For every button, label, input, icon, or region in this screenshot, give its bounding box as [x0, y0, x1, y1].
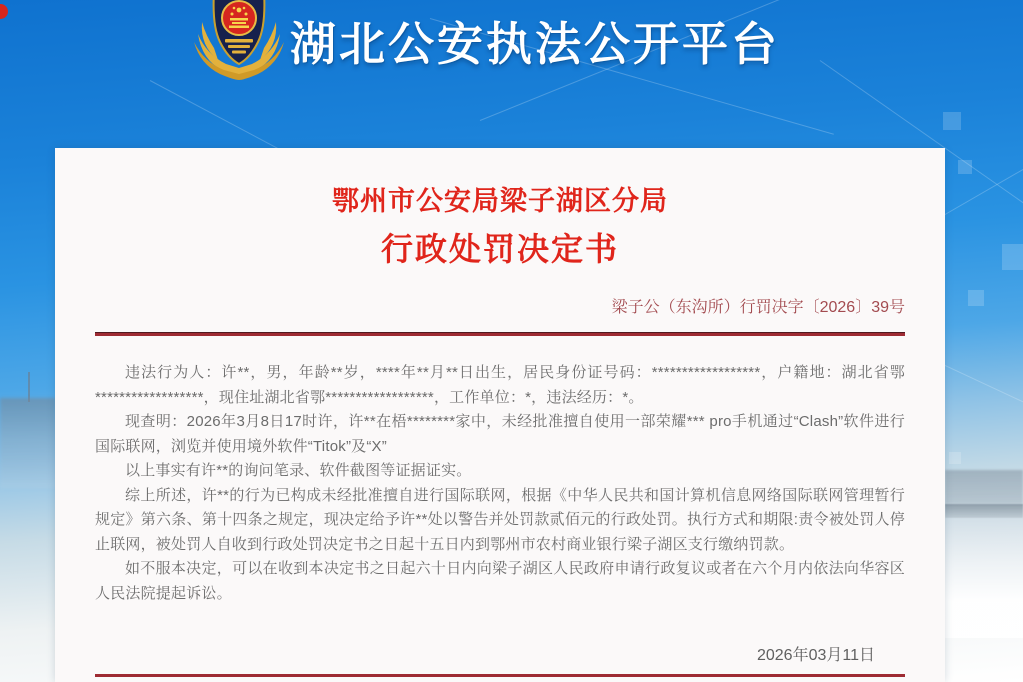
header-banner	[0, 0, 1023, 95]
doc-date: 2026年03月11日	[756, 647, 875, 664]
doc-number: 梁子公（东沟所）行罚决字〔2026〕39号	[611, 299, 905, 316]
document-card	[55, 148, 945, 682]
deco-square	[1002, 244, 1023, 270]
faded-hill-photo	[0, 398, 56, 488]
paragraph-appeal: 如不服本决定，可以在收到本决定书之日起六十日内向梁子湖区人民政府申请行政复议或者在六个月内依法向华容区人民法院提起诉讼。	[95, 560, 905, 602]
paragraph-facts: 现查明：2026年3月8日17时许，许**在梧********家中，未经批准擅自使用一部荣耀*** pro手机通过“Clash”软件进行国际联网，浏览并使用境外软件“Titok”及“X”	[95, 413, 905, 455]
police-badge-icon	[192, 0, 286, 85]
landscape-antenna	[28, 372, 30, 402]
paragraph-decision: 综上所述，许**的行为已构成未经批准擅自进行国际联网，根据《中华人民共和国计算机信息网络国际联网管理暂行规定》第六条、第十四条之规定，现决定给予许**处以警告并处罚款贰佰元的行政处罚。执行方式和期限:责令被处罚人停止联网，被处罚人自收到行政处罚决定书之日起十五日内到鄂州市农村商业银行梁子湖区支行缴纳罚款。	[95, 486, 905, 553]
paragraph-evidence: 以上事实有许**的询问笔录、软件截图等证据证实。	[125, 462, 472, 479]
paragraph-offender-info: 违法行为人：许**，男，年龄**岁，****年**月**日出生，居民身份证号码：******************，户籍地：湖北省鄂******************，现住址湖北省鄂******************，工作单位：*，违法经历：*。	[95, 364, 905, 406]
deco-square	[949, 452, 961, 464]
deco-square	[943, 112, 961, 130]
platform-title: 湖北公安执法公开平台	[290, 18, 780, 70]
faded-city-photo	[945, 470, 1023, 504]
faded-bridge-photo	[945, 504, 1023, 518]
top-divider-line	[95, 332, 905, 336]
faded-water-photo	[945, 518, 1023, 638]
deco-square	[958, 160, 972, 174]
bottom-divider-line	[95, 674, 905, 677]
agency-title: 鄂州市公安局梁子湖区分局	[332, 186, 668, 216]
deco-square	[968, 290, 984, 306]
document-body	[95, 361, 905, 606]
doc-type-title: 行政处罚决定书	[380, 231, 619, 267]
